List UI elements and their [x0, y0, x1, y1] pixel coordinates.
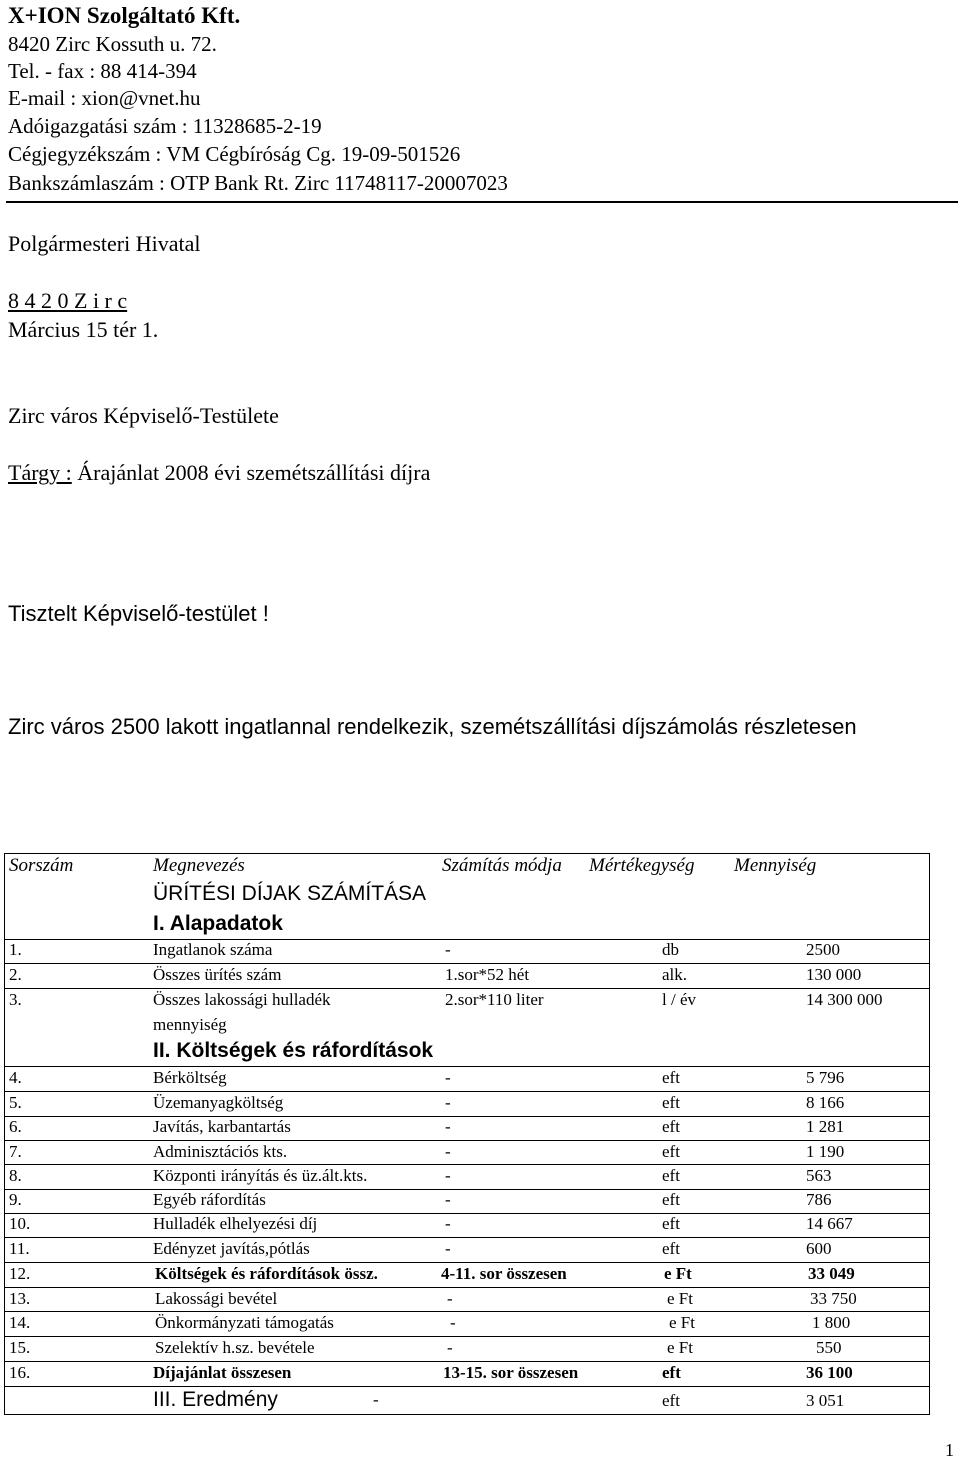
- row-unit: eft: [662, 1363, 681, 1382]
- row-calc: -: [445, 1214, 451, 1233]
- row-unit: eft: [662, 1117, 680, 1136]
- row-no: 3.: [9, 990, 22, 1009]
- row-calc: 1.sor*52 hét: [445, 965, 530, 984]
- row-name: Hulladék elhelyezési díj: [153, 1214, 318, 1233]
- row-calc: -: [447, 1289, 453, 1308]
- row-calc: -: [447, 1338, 453, 1357]
- row-qty: 33 049: [808, 1264, 855, 1283]
- addressee: Zirc város Képviselő-Testülete: [8, 403, 279, 428]
- row-qty: 1 800: [812, 1313, 851, 1332]
- page-number: 1: [945, 1440, 954, 1460]
- row-calc: -: [445, 940, 451, 959]
- row-name: Összes ürítés szám: [153, 965, 282, 984]
- row-name: Ingatlanok száma: [153, 940, 273, 959]
- row-no: 13.: [9, 1289, 31, 1308]
- row-no: 6.: [9, 1117, 22, 1136]
- row-unit: eft: [662, 1093, 680, 1112]
- row-no: 2.: [9, 965, 22, 984]
- row-qty: 1 190: [806, 1142, 845, 1161]
- result-calc: -: [373, 1390, 379, 1409]
- company-name: X+ION Szolgáltató Kft.: [8, 3, 241, 28]
- row-no: 5.: [9, 1093, 22, 1112]
- row-unit: e Ft: [669, 1313, 695, 1332]
- row-qty: 14 300 000: [806, 990, 883, 1009]
- salutation: Tisztelt Képviselő-testület !: [8, 601, 269, 626]
- row-qty: 563: [806, 1166, 832, 1185]
- row-unit: e Ft: [667, 1338, 693, 1357]
- row-calc: -: [445, 1142, 451, 1161]
- row-qty: 36 100: [806, 1363, 853, 1382]
- section-costs: II. Költségek és ráfordítások: [153, 1039, 434, 1062]
- row-no: 10.: [9, 1214, 31, 1233]
- row-unit: eft: [662, 1142, 680, 1161]
- row-calc: -: [445, 1093, 451, 1112]
- subject-label: Tárgy :: [8, 460, 72, 485]
- row-calc: -: [450, 1313, 456, 1332]
- row-calc: -: [445, 1117, 451, 1136]
- row-qty: 550: [816, 1338, 842, 1357]
- row-calc: 4-11. sor összesen: [441, 1264, 567, 1283]
- row-no: 8.: [9, 1166, 22, 1185]
- row-qty: 1 281: [806, 1117, 845, 1136]
- row-no: 14.: [9, 1313, 31, 1332]
- company-phone: Tel. - fax : 88 414-394: [8, 59, 197, 83]
- row-no: 15.: [9, 1338, 31, 1357]
- result-label: III. Eredmény: [153, 1388, 278, 1411]
- row-unit: alk.: [662, 965, 688, 984]
- row-name: Üzemanyagköltség: [153, 1093, 284, 1112]
- header-name: Megnevezés: [153, 855, 245, 876]
- table-title: ÜRÍTÉSI DÍJAK SZÁMÍTÁSA: [153, 882, 427, 905]
- row-calc: -: [445, 1239, 451, 1258]
- row-unit: eft: [662, 1166, 680, 1185]
- header-qty: Mennyiség: [734, 855, 817, 876]
- result-unit: eft: [662, 1391, 680, 1410]
- row-name: Javítás, karbantartás: [153, 1117, 291, 1136]
- header-calc: Számítás módja: [442, 855, 562, 876]
- row-name: Lakossági bevétel: [155, 1289, 278, 1308]
- row-qty: 786: [806, 1190, 832, 1209]
- row-calc: -: [445, 1166, 451, 1185]
- row-unit: eft: [662, 1239, 680, 1258]
- row-no: 12.: [9, 1264, 31, 1283]
- row-unit: db: [662, 940, 679, 959]
- row-unit: eft: [662, 1190, 680, 1209]
- result-qty: 3 051: [806, 1391, 845, 1410]
- intro-text: Zirc város 2500 lakott ingatlannal rendelkezik, szemétszállítási díjszámolás részletesen: [8, 714, 857, 739]
- row-calc: 13-15. sor összesen: [443, 1363, 579, 1382]
- row-name: Összes lakossági hulladék: [153, 990, 331, 1009]
- subject-line: [8, 460, 430, 486]
- row-calc: 2.sor*110 liter: [445, 990, 544, 1009]
- row-qty: 8 166: [806, 1093, 845, 1112]
- row-qty: 130 000: [806, 965, 862, 984]
- row-unit: e Ft: [664, 1264, 692, 1283]
- row-no: 9.: [9, 1190, 22, 1209]
- section-basic-data: I. Alapadatok: [153, 912, 283, 935]
- row-name: Költségek és ráfordítások össz.: [155, 1264, 378, 1283]
- row-name: Bérköltség: [153, 1068, 227, 1087]
- row-unit: l / év: [662, 990, 696, 1009]
- header-no: Sorszám: [9, 855, 74, 876]
- calculation-table: [4, 853, 930, 1415]
- row-no: 11.: [9, 1239, 30, 1258]
- company-email: E-mail : xion@vnet.hu: [8, 86, 201, 110]
- company-address: 8420 Zirc Kossuth u. 72.: [8, 32, 217, 56]
- row-no: 16.: [9, 1363, 31, 1382]
- letterhead-rule: [6, 201, 958, 203]
- row-qty: 5 796: [806, 1068, 845, 1087]
- header-unit: Mértékegység: [589, 855, 695, 876]
- row-qty: 33 750: [810, 1289, 857, 1308]
- row-calc: -: [445, 1068, 451, 1087]
- row-qty: 14 667: [806, 1214, 853, 1233]
- row-name: Díjajánlat összesen: [153, 1363, 292, 1382]
- row-name: Edényzet javítás,pótlás: [153, 1239, 310, 1258]
- row-no: 7.: [9, 1142, 22, 1161]
- row-name: Önkormányzati támogatás: [155, 1313, 334, 1332]
- recipient-name: Polgármesteri Hivatal: [8, 231, 201, 256]
- company-tax-id: Adóigazgatási szám : 11328685-2-19: [8, 114, 322, 138]
- row-unit: e Ft: [667, 1289, 693, 1308]
- subject-text: Árajánlat 2008 évi szemétszállítási díjra: [71, 460, 431, 485]
- row-no: 4.: [9, 1068, 22, 1087]
- row-unit: eft: [662, 1214, 680, 1233]
- row-name: Központi irányítás és üz.ált.kts.: [153, 1166, 368, 1185]
- recipient-city: 8 4 2 0 Z i r c: [8, 288, 128, 313]
- row-qty: 600: [806, 1239, 832, 1258]
- row-name: Szelektív h.sz. bevétele: [155, 1338, 315, 1357]
- company-registry: Cégjegyzékszám : VM Cégbíróság Cg. 19-09-501526: [8, 142, 461, 166]
- row-qty: 2500: [806, 940, 840, 959]
- row-name-continued: mennyiség: [153, 1015, 227, 1034]
- row-unit: eft: [662, 1068, 680, 1087]
- row-name: Egyéb ráfordítás: [153, 1190, 266, 1209]
- row-no: 1.: [9, 940, 22, 959]
- row-calc: -: [445, 1190, 451, 1209]
- company-bank: Bankszámlaszám : OTP Bank Rt. Zirc 11748117-20007023: [8, 171, 508, 195]
- recipient-street: Március 15 tér 1.: [8, 317, 159, 342]
- row-name: Adminisztációs kts.: [153, 1142, 288, 1161]
